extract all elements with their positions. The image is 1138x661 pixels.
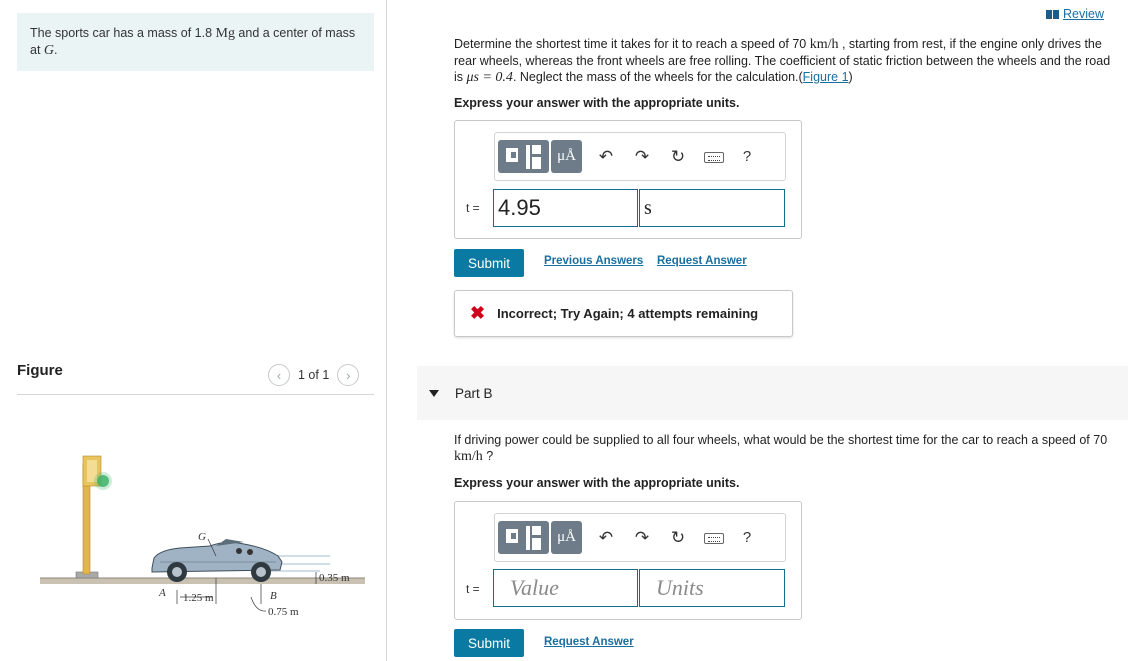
templates-icon[interactable] <box>498 521 549 554</box>
figure-heading: Figure <box>17 362 63 379</box>
figure-pager <box>268 364 359 386</box>
part-a-units-field[interactable]: s <box>639 189 785 227</box>
reset-icon[interactable]: ↻ <box>670 146 686 166</box>
feedback-message: ✖ Incorrect; Try Again; 4 attempts remaining <box>454 290 793 337</box>
part-b-value-input[interactable] <box>498 575 637 601</box>
part-a-request-answer-link[interactable]: Request Answer <box>657 255 747 267</box>
keyboard-icon[interactable] <box>696 528 732 548</box>
reset-icon[interactable]: ↻ <box>670 527 686 547</box>
part-a-instruction: Express your answer with the appropriate units. <box>454 96 740 110</box>
review-link[interactable]: Review <box>1046 7 1104 21</box>
part-b-units-field[interactable] <box>639 569 785 607</box>
part-a-value-field[interactable]: 4.95 <box>493 189 638 227</box>
figure-1-link[interactable]: Figure 1 <box>802 70 849 84</box>
part-b-label: Part B <box>455 385 493 401</box>
dim-1-25: 1.25 m <box>183 592 214 604</box>
label-b: B <box>270 590 277 602</box>
part-b-var-label: t = <box>466 582 480 596</box>
part-b-request-answer-link[interactable]: Request Answer <box>544 636 634 648</box>
label-g: G <box>198 531 206 543</box>
keyboard-icon[interactable] <box>696 147 732 167</box>
review-icon <box>1046 10 1059 19</box>
part-b-value-field[interactable] <box>493 569 638 607</box>
problem-statement: The sports car has a mass of 1.8 Mg and a center of mass at G. <box>17 13 374 71</box>
units-icon[interactable]: μÅ <box>551 140 582 173</box>
dim-0-75: 0.75 m <box>268 606 299 618</box>
figure-page-indicator: 1 of 1 <box>298 368 330 382</box>
part-b-submit-button[interactable]: Submit <box>454 629 524 657</box>
redo-icon[interactable]: ↷ <box>634 527 650 547</box>
chevron-right-icon: › <box>346 367 351 383</box>
next-figure-button[interactable] <box>337 364 359 386</box>
figure-rule <box>17 394 374 395</box>
panel-divider <box>386 0 387 661</box>
car <box>152 539 282 582</box>
dim-0-35: 0.35 m <box>319 572 350 584</box>
part-b-toolbar <box>494 513 786 562</box>
part-b-units-input[interactable] <box>644 575 784 601</box>
part-a-submit-button[interactable]: Submit <box>454 249 524 277</box>
part-b-instruction: Express your answer with the appropriate units. <box>454 476 740 490</box>
help-icon[interactable]: ? <box>742 529 752 546</box>
center-of-mass-symbol: G <box>43 43 55 58</box>
part-a-answer-box <box>454 120 802 239</box>
incorrect-x-icon: ✖ <box>470 303 486 323</box>
part-a-var-label: t = <box>466 201 480 215</box>
part-b-question: If driving power could be supplied to all four wheels, what would be the shortest time for the car to reach a speed of 70 km/h ? <box>454 433 1108 464</box>
redo-icon[interactable]: ↷ <box>634 146 650 166</box>
collapse-triangle-icon <box>429 390 439 397</box>
part-b-answer-box <box>454 501 802 620</box>
traffic-pole <box>76 456 112 578</box>
undo-icon[interactable]: ↶ <box>598 146 614 166</box>
mass-unit: Mg <box>215 26 235 41</box>
previous-answers-link[interactable]: Previous Answers <box>544 255 644 267</box>
help-icon[interactable]: ? <box>742 148 752 165</box>
chevron-left-icon: ‹ <box>276 367 282 383</box>
part-a-question: Determine the shortest time it takes for it to reach a speed of 70 km/h , starting from rest, if the engine only drives the rear wheels, whereas the front wheels are free rolling. The coefficient of static friction between the wheels and the road is μs = 0.4. Neglect the mass of the wheels for the calculation.(Figure 1) <box>454 37 1111 85</box>
label-a: A <box>159 587 166 599</box>
part-b-header[interactable] <box>417 366 1128 420</box>
units-icon[interactable]: μÅ <box>551 521 582 554</box>
templates-icon[interactable] <box>498 140 549 173</box>
car-figure <box>30 450 380 630</box>
prev-figure-button[interactable] <box>268 364 290 386</box>
part-a-toolbar <box>494 132 786 181</box>
undo-icon[interactable]: ↶ <box>598 527 614 547</box>
friction-coefficient: μs = 0.4 <box>466 70 513 85</box>
